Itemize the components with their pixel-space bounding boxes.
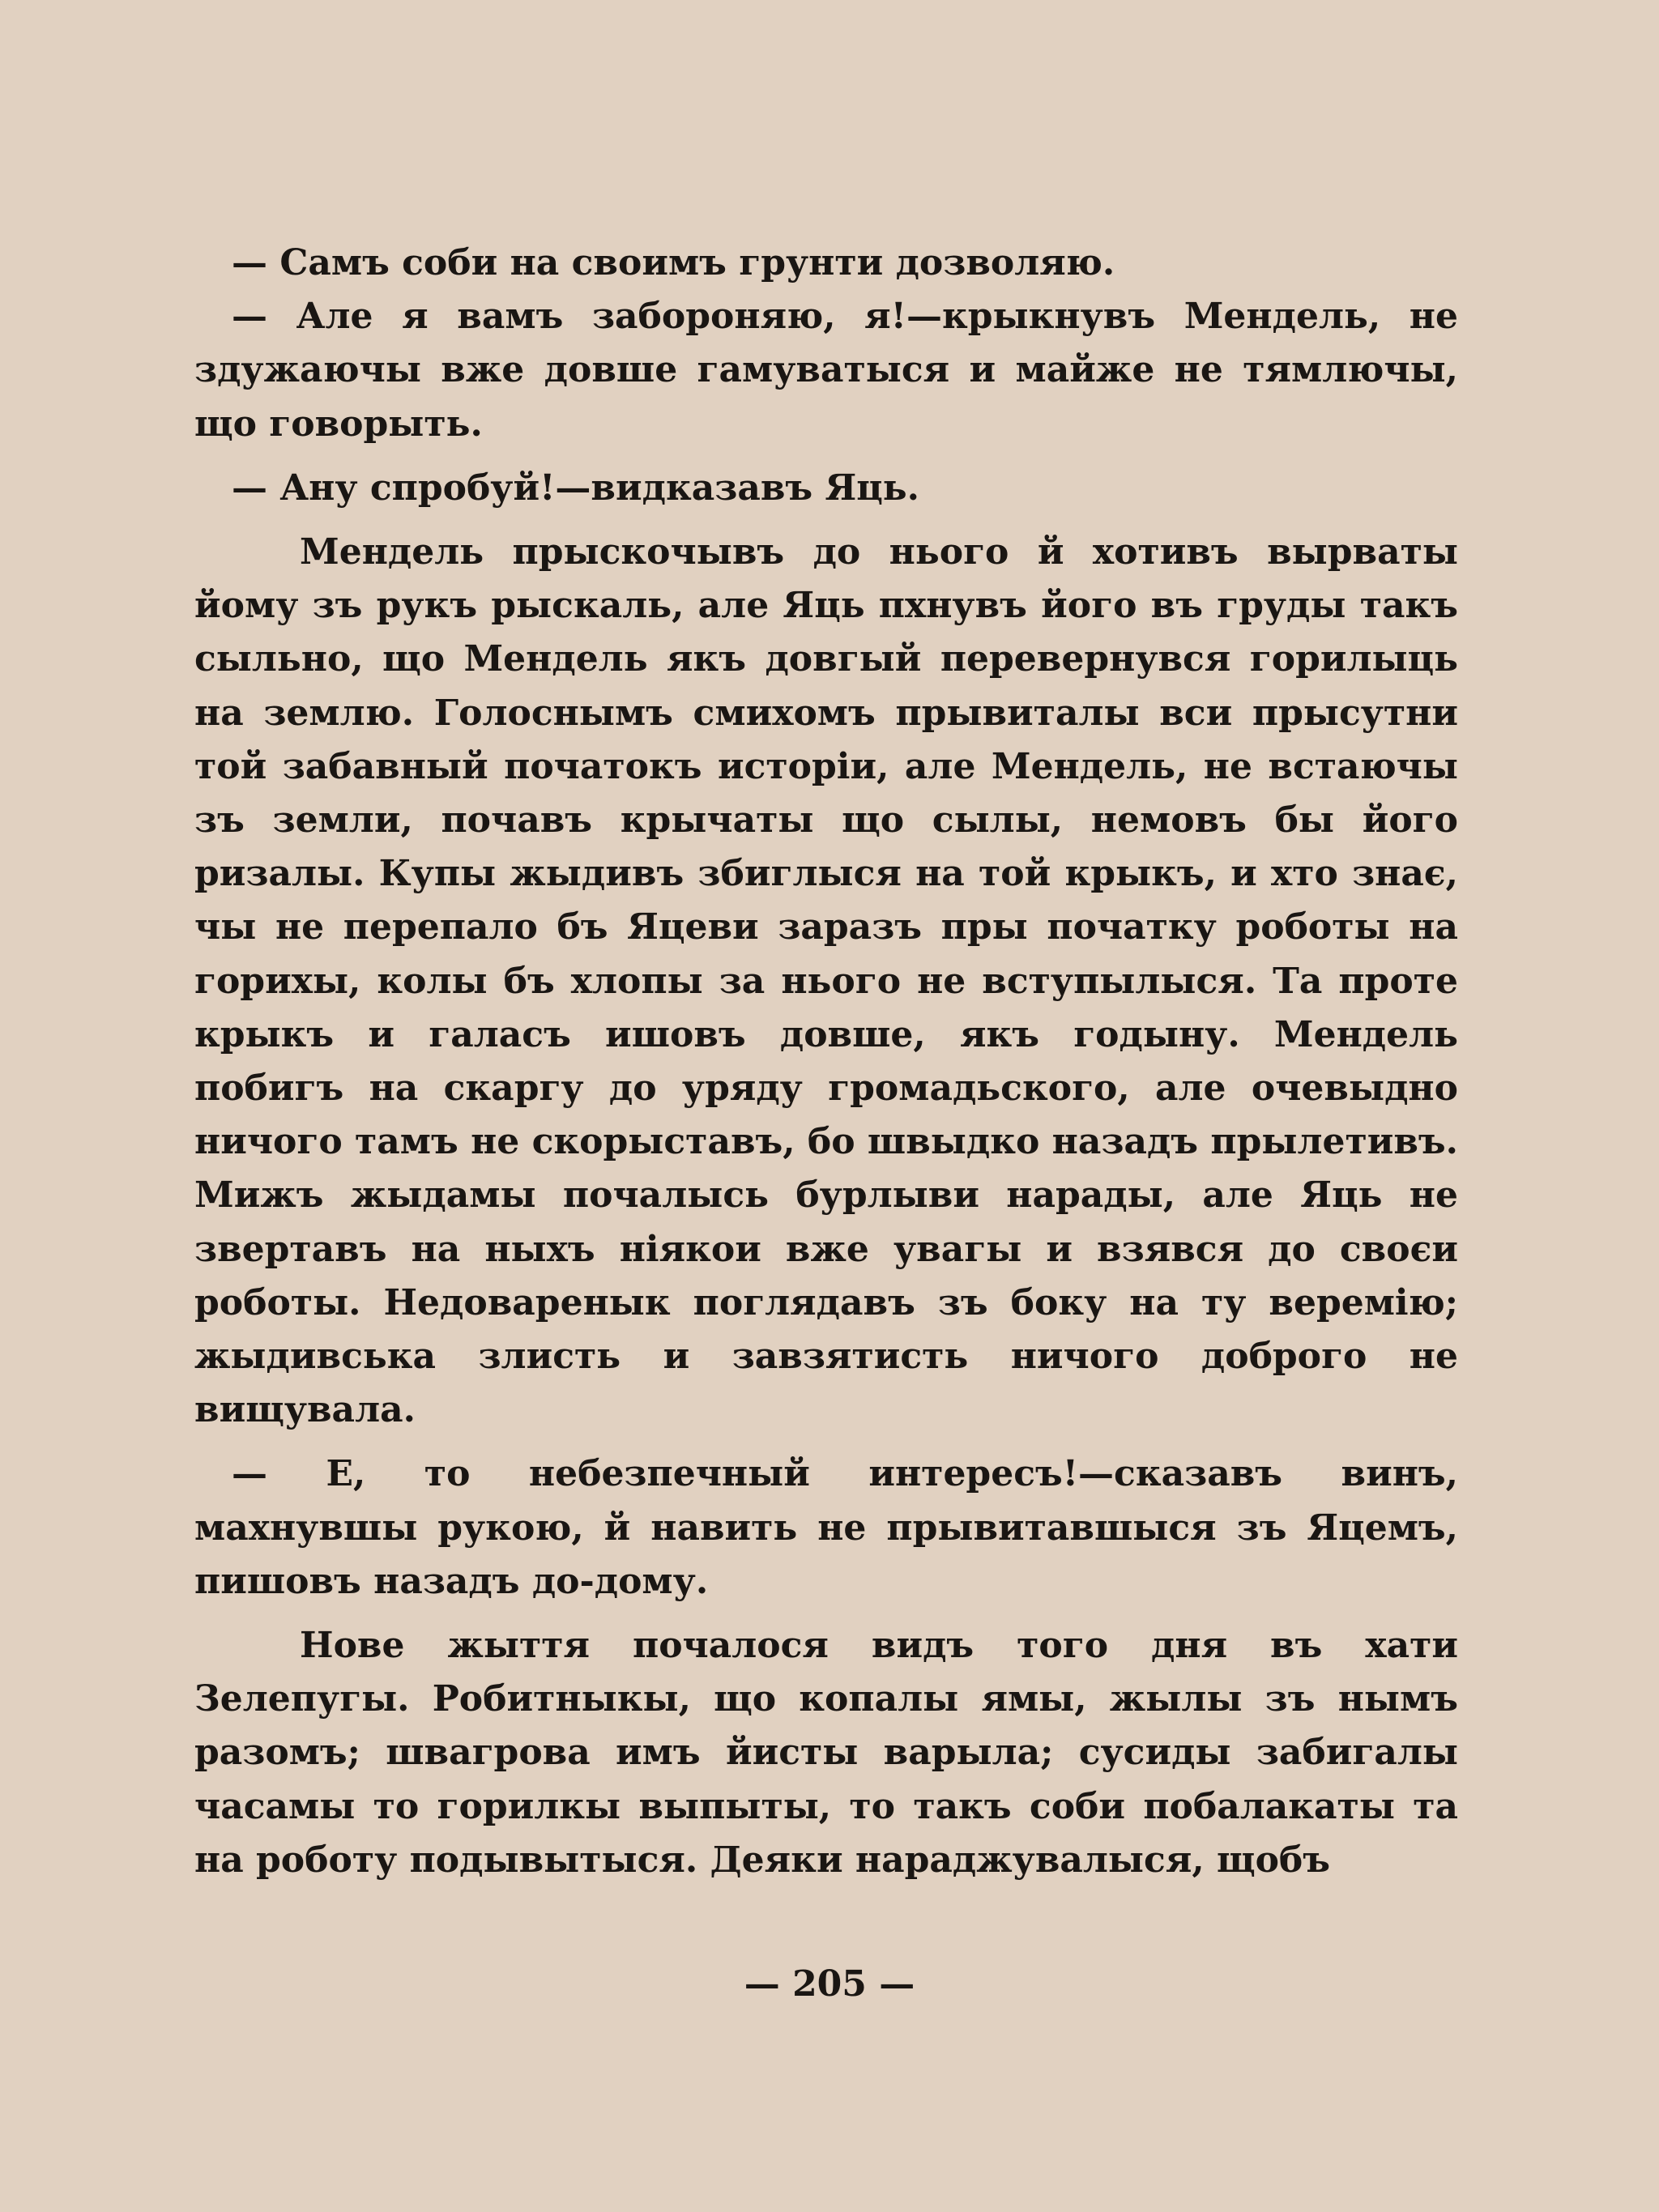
paragraph-narrative-1: Мендель прыскочывъ до нього й хотивъ вырваты йому зъ рукъ рыскаль, але Яць пхнувъ його въ груды такъ сыльно, що Мендель якъ довгый перевернувся горилыць на землю. Голоснымъ смихомъ прывиталы вси прысутни той забавный початокъ исторіи, але Мендель, не встаючы зъ земли, почавъ крычаты що сылы, немовъ бы його ризалы. Купы жыдивъ збиглыся на той крыкъ, и хто знає, чы не перепало бъ Яцеви заразъ пры початку роботы на горихы, колы бъ хлопы за нього не вступылыся. Та проте крыкъ и галасъ ишовъ довше, якъ годыну. Мендель побигъ на скаргу до уряду громадьского, але очевыдно ничого тамъ не скорыставъ, бо швыдко назадъ прылетивъ. Мижъ жыдамы почалысь бурлыви нарады, але Яць не звертавъ на ныхъ ніякои вже увагы и взявся до своєи роботы. Недоваренык поглядавъ зъ боку на ту веремію; жыдивська злисть и завзятисть ничого доброго не вищувала. <box>194 531 1459 1431</box>
paragraph-dialogue-2: — Але я вамъ забороняю, я!—крыкнувъ Мендель, не здужаючы вже довше гамуватыся и майже не тямлючы, що говорыть. <box>194 296 1458 445</box>
page-number: — 205 — <box>744 1963 915 2005</box>
page-body-text <box>194 237 1458 1887</box>
paragraph-dialogue-1: — Самъ соби на своимъ грунти дозволяю. <box>232 242 1115 283</box>
paragraph-narrative-2: Нове жыття почалося видъ того дня въ хати Зелепугы. Робитныкы, що копалы ямы, жылы зъ нымъ разомъ; швагрова имъ йисты варыла; сусиды забигалы часамы то горилкы выпыты, то такъ соби побалакаты та на роботу подывытыся. Деяки нараджувалыся, щобъ <box>194 1625 1458 1881</box>
paragraph-dialogue-3: — Ану спробуй!—видказавъ Яць. <box>232 467 919 509</box>
paragraph-dialogue-4: — Е, то небезпечный интересъ!—сказавъ винъ, махнувшы рукою, й навить не прывитавшыся зъ Яцемъ, пишовъ назадъ до-дому. <box>194 1453 1458 1602</box>
